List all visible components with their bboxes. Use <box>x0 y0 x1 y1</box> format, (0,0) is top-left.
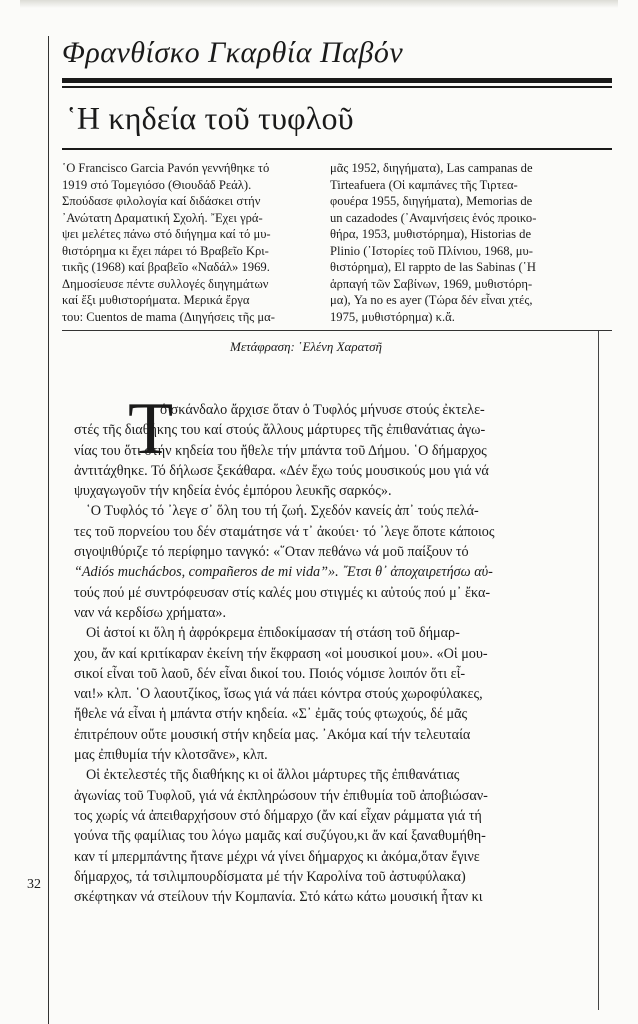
body-line: ῾Ο Τυφλός τό ᾽λεγε σ᾽ ὅλη του τή ζωή. Σχεδόν κανείς ἀπ᾽ τούς πελά- <box>86 503 479 520</box>
body-line: ἤθελε νά εἶναι ἡ μπάντα στήν κηδεία. «Σ᾽ ἐμᾶς τούς φτωχούς, δέ μᾶς <box>74 706 468 723</box>
story-body <box>74 388 594 907</box>
story-title: ῾Η κηδεία τοῦ τυφλοῦ <box>66 100 354 136</box>
body-line: καν τί μπερμπάντης ἤτανε μέχρι νά γίνει δήμαρχος κι ἀκόμα,ὅταν ἔγινε <box>74 848 480 865</box>
author-name: Φρανθίσκο Γκαρθία Παβόν <box>62 36 404 69</box>
bio-line: Σπούδασε φιλολογία καί διδάσκει στήν <box>62 194 261 208</box>
body-line: μας ἐπιθυμία τήν κλοτσᾶνε», κλπ. <box>74 747 268 764</box>
body-line: ναι!» κλπ. ῾Ο λαουτζίκος, ἴσως γιά νά πάει κόντρα στούς χωροφύλακες, <box>74 686 483 703</box>
header-thick-rule <box>62 78 612 83</box>
bio-line: Tirteafuera (Οἱ καμπάνες τῆς Τιρτεα- <box>330 177 518 192</box>
body-line: δήμαρχος, τά τσιλιμπουρδίσματα μέ τήν Καρολίνα τοῦ ἀστυφύλακα) <box>74 868 466 885</box>
body-line: Οἱ ἐκτελεστές τῆς διαθήκης κι οἱ ἄλλοι μάρτυρες τῆς ἐπιθανάτιας <box>86 767 460 784</box>
body-line: ἀγωνίας τοῦ Τυφλοῦ, γιά νά ἐκπληρώσουν τήν ἐπιθυμία τοῦ ἀποβιώσαν- <box>74 787 488 804</box>
body-line: στές τῆς διαθήκης του καί στούς ἄλλους μάρτυρες τῆς ἐπιθανάτιας ἀγω- <box>74 422 486 439</box>
body-line: σικοί εἶναι τοῦ λαοῦ, δέν εἶναι δικοί του. Ποιός νόμισε λοιπόν ὅτι εἶ- <box>74 665 466 682</box>
body-line: γούνα τῆς φαμίλιας του λόγω μαμᾶς καί συζύγου,κι ἄν καί ξαναθυμήθη- <box>74 828 486 845</box>
bio-column-right <box>330 160 596 325</box>
header-thin-rule <box>62 86 612 88</box>
body-line: ό σκάνδαλο ἄρχισε ὅταν ὁ Τυφλός μήνυσε στούς ἐκτελε- <box>160 402 485 418</box>
bio-column-left <box>62 160 328 325</box>
body-line: Οἱ ἀστοί κι ὅλη ἡ ἀφρόκρεμα ἐπιδοκίμασαν τή στάση τοῦ δήμαρ- <box>86 625 460 642</box>
bio-line: 1975, μυθιστόρημα) κ.ἄ. <box>330 309 455 324</box>
body-line: τες τοῦ πορνείου του δέν σταμάτησε νά τ᾽ ἀκούει· τό ᾽λεγε ὅποτε κάποιος <box>74 523 495 540</box>
bio-rule <box>62 330 612 331</box>
body-line: σιγοψιθύριζε τό περίφημο τανγκό: «῞Οταν πεθάνω νά μοῦ παίξουν τό <box>74 544 469 561</box>
bio-line: καί ἔξι μυθιστορήματα. Μερικά ἔργα <box>62 293 250 307</box>
bio-line: φουέρα 1955, διηγήματα), Memorias de <box>330 194 533 208</box>
body-line: ἀντιτάχθηκε. Τό δήλωσε ξεκάθαρα. «Δέν ἔχω τούς μουσικούς μου γιά νά <box>74 462 489 479</box>
bio-line: θήρα, 1953, μυθιστόρημα), Historias de <box>330 227 532 241</box>
bio-line: Plinio (᾿Ιστορίες τοῦ Πλίνιου, 1968, μυ- <box>330 243 533 258</box>
bio-line: του: Cuentos de mama (Διηγήσεις τῆς μα- <box>62 309 275 324</box>
page-number: 32 <box>27 877 41 892</box>
bio-line: τικῆς (1968) καί βραβεῖο «Ναδάλ» 1969. <box>62 260 270 274</box>
bio-line: θιστόρημα κι ἔχει πάρει τό Βραβεῖο Κρι- <box>62 243 269 258</box>
bio-line: θιστόρημα), El rappto de las Sabinas (῾Η <box>330 260 536 274</box>
bio-line: μᾶς 1952, διηγήματα), Las campanas de <box>330 161 533 175</box>
translator-credit: Μετάφραση: ῾Ελένη Χαρατσῆ <box>230 339 382 354</box>
body-line: τούς πού μέ συντρόφευσαν στίς καλές μου στιγμές κι αὐτούς πού μ᾽ ἔκα- <box>74 584 491 601</box>
right-frame-rule <box>598 330 599 1010</box>
drop-cap: Τ <box>128 388 174 470</box>
body-line: ναν νά κερδίσω χρήματα». <box>74 604 227 621</box>
body-line: χου, ἄν καί κριτίκαραν ἐκείνη τήν ἔκφραση «οἱ μουσικοί μου». «Οἱ μου- <box>74 645 488 662</box>
bio-line: un cazadodes (᾿Αναμνήσεις ἑνός προικο- <box>330 210 537 225</box>
body-line: ἐπιτρέπουν οὔτε μουσική στήν κηδεία μας. ᾽Ακόμα καί τήν τελευταία <box>74 726 471 743</box>
body-line: νίας του ὅτι στήν κηδεία του ἤθελε τήν μπάντα τοῦ Δήμου. ῾Ο δήμαρχος <box>74 442 487 459</box>
body-line: ψυχαγωγοῦν τήν κηδεία ἑνός ἐμπόρου λευκῆς σαρκός». <box>74 483 392 500</box>
title-rule <box>62 148 612 150</box>
page-scan-shadow <box>20 0 618 8</box>
bio-line: ῾Ο Francisco Garcia Pavón γεννήθηκε τό <box>62 161 270 175</box>
bio-line: 1919 στό Τομεγιόσο (Θιουδάδ Ρεάλ). <box>62 177 252 192</box>
left-frame-rule <box>48 36 49 1024</box>
bio-line: Δημοσίευσε πέντε συλλογές διηγημάτων <box>62 276 269 291</box>
body-line: σκέφτηκαν νά στείλουν τήν Κομπανία. Στό κάτω κάτω μουσική ἦταν κι <box>74 889 483 906</box>
body-line: τος χωρίς νά ἀπειθαρχήσουν στό δήμαρχο (ἄν καί εἶχαν ράμματα γιά τή <box>74 807 482 824</box>
bio-line: ἁρπαγή τῶν Σαβίνων, 1969, μυθιστόρη- <box>330 276 533 291</box>
bio-line: ᾿Ανώτατη Δραματική Σχολή. ῎Εχει γρά- <box>62 210 263 225</box>
bio-line: ψει μελέτες πάνω στό διήγημα καί τό μυ- <box>62 227 271 241</box>
bio-line: μα), Ya no es ayer (Τώρα δέν εἶναι χτές, <box>330 293 533 307</box>
body-line: “Adiós muchácbos, compañeros de mi vida”». ῎Ετσι θ᾽ ἀποχαιρετήσω αὐ- <box>74 564 493 581</box>
